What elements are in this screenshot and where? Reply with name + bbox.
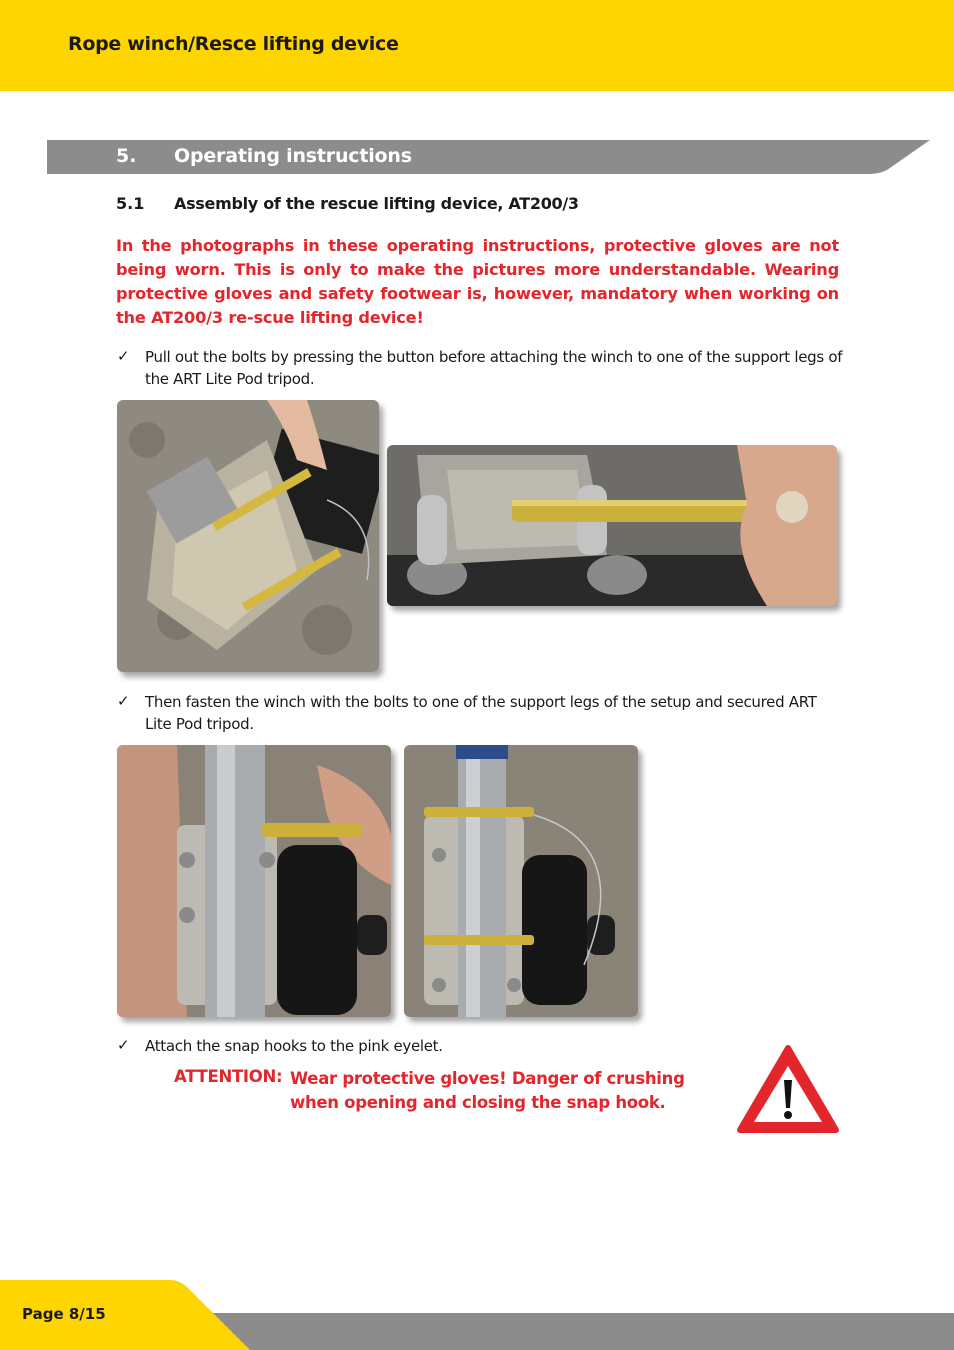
attention-text: Wear protective gloves! Danger of crushing when opening and closing the snap hook.: [290, 1069, 685, 1112]
subsection-title: Assembly of the rescue lifting device, AT200/3: [174, 194, 579, 213]
photo-fastening-winch: [117, 745, 391, 1017]
check-icon: ✓: [117, 1036, 130, 1054]
footer-bar: [0, 1280, 954, 1350]
page-number: Page 8/15: [22, 1305, 106, 1323]
step-1-text: Pull out the bolts by pressing the button before attaching the winch to one of the support legs of the ART Lite Pod tripod.: [145, 348, 843, 388]
document-title: Rope winch/Resce lifting device: [68, 33, 399, 55]
safety-warning: In the photographs in these operating instructions, protective gloves are not being worn. This is only to make the pictures more understandable. Wearing protective gloves and safety footwear is, however, mandatory when working on the AT200/3 re-scue lifting device!: [116, 236, 839, 327]
section-title: Operating instructions: [174, 145, 412, 167]
section-number: 5.: [116, 145, 137, 167]
subsection-number: 5.1: [116, 194, 145, 213]
check-icon: ✓: [117, 347, 130, 365]
check-icon: ✓: [117, 692, 130, 710]
step-3-text: Attach the snap hooks to the pink eyelet.: [145, 1037, 443, 1055]
warning-triangle-icon: [736, 1044, 840, 1138]
step-2-text: Then fasten the winch with the bolts to one of the support legs of the setup and secured ART Lite Pod tripod.: [145, 693, 817, 733]
photo-winch-pulling-bolts: [117, 400, 379, 672]
attention-label: ATTENTION:: [174, 1067, 283, 1086]
photo-bolt-closeup: [387, 445, 837, 606]
photo-winch-mounted: [404, 745, 638, 1017]
